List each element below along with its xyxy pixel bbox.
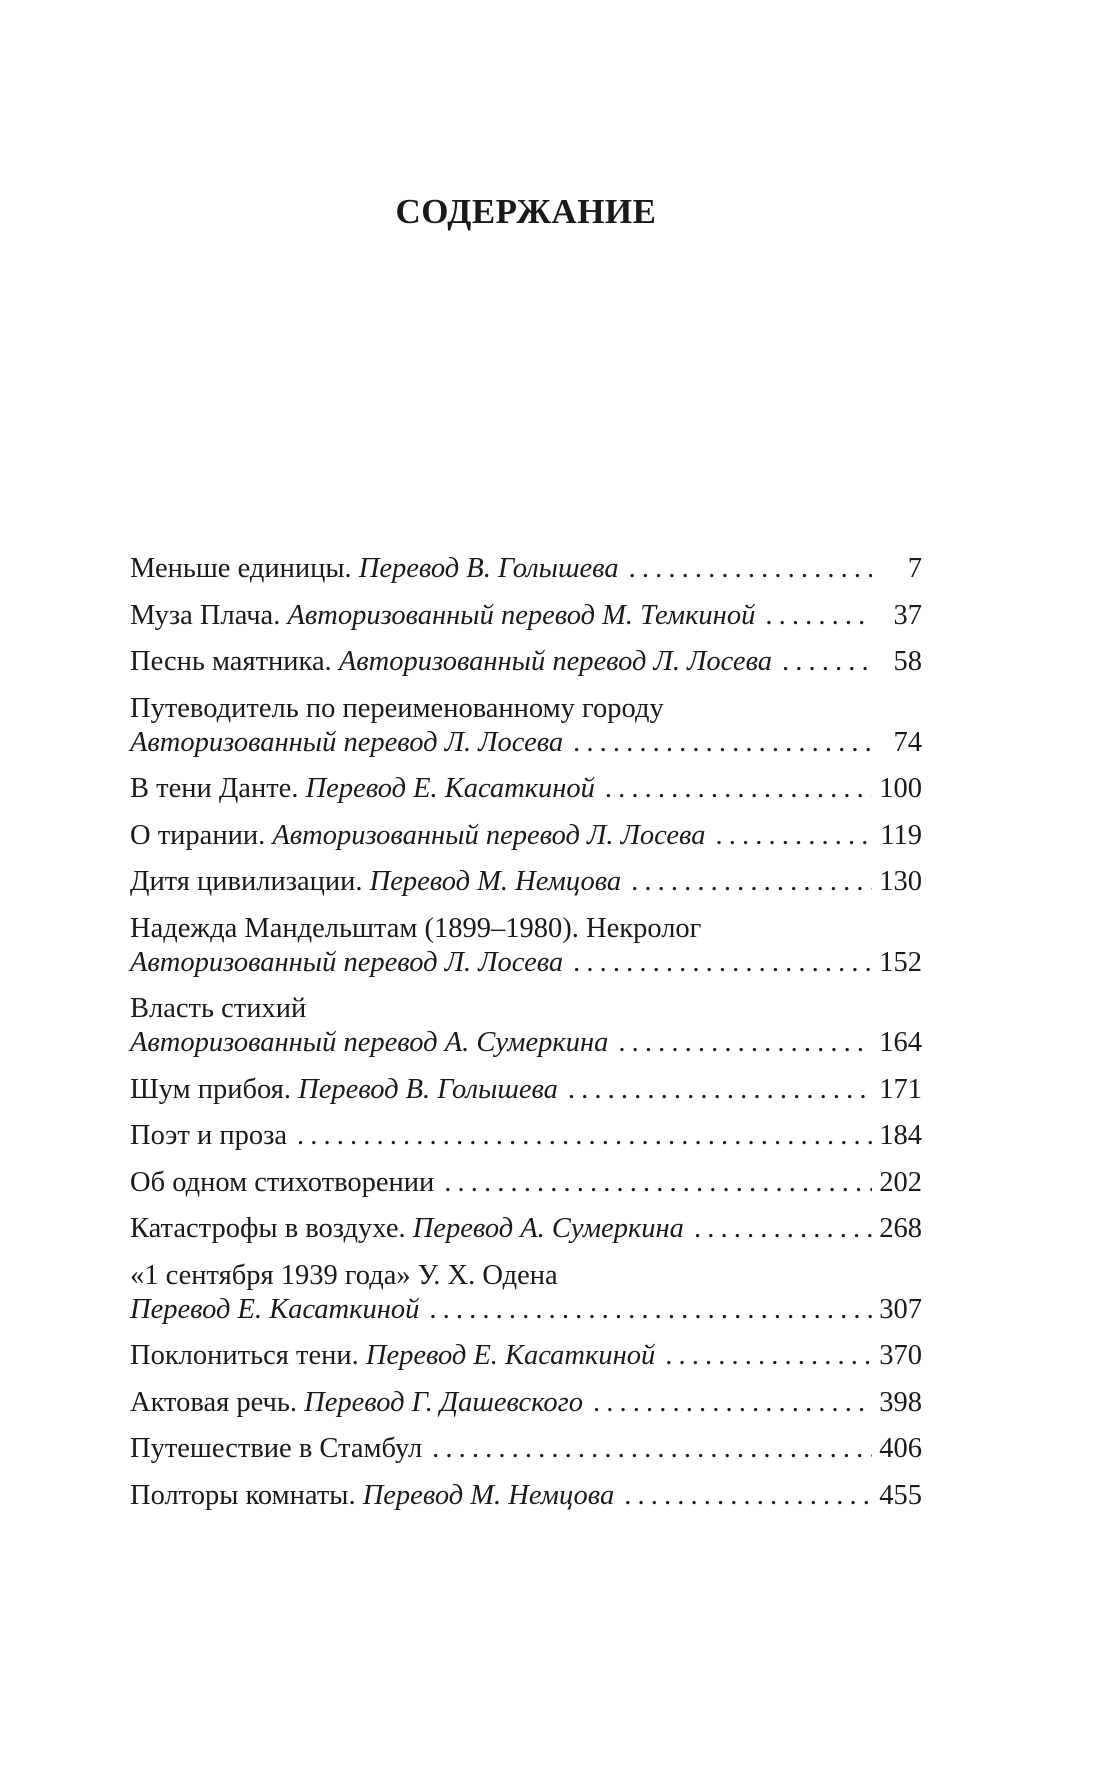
toc-entry [130, 692, 922, 760]
dot-leader [432, 1432, 872, 1466]
toc-entry-translator: Авторизованный перевод Л. Лосева [338, 646, 772, 677]
toc-entry-title: Песнь маятника. [130, 646, 332, 677]
toc-entry [130, 1073, 922, 1107]
dot-leader [694, 1212, 872, 1246]
toc-entry-translator: Перевод М. Немцова [362, 1479, 615, 1511]
toc-entry-page: 119 [880, 819, 922, 851]
toc-entry-page: 406 [879, 1433, 922, 1464]
toc-entry-page: 171 [879, 1073, 922, 1105]
toc-entry-translator: Перевод Е. Касаткиной [130, 1293, 420, 1325]
toc-entry-page: 100 [879, 773, 922, 804]
toc-entry [130, 599, 922, 633]
toc-entry-translator: Авторизованный перевод Л. Лосева [130, 726, 564, 758]
toc-entry [130, 992, 922, 1060]
toc-entry-translator: Перевод В. Голышева [298, 1073, 558, 1105]
toc-entry-translator: Перевод В. Голышева [358, 553, 619, 584]
toc-entry-page: 370 [879, 1340, 922, 1371]
toc-entry-page: 58 [893, 646, 922, 677]
dot-leader [618, 1026, 872, 1060]
dot-leader [782, 645, 872, 679]
dot-leader [631, 865, 872, 899]
toc-entry [130, 1259, 922, 1327]
dot-leader [715, 819, 872, 853]
toc-entry-page: 268 [879, 1213, 922, 1244]
toc-entry-title: О тирании. [130, 819, 266, 851]
toc-entry [130, 1166, 922, 1200]
toc-entry-page: 184 [879, 1120, 922, 1151]
toc-entry-title: Путешествие в Стамбул [130, 1433, 423, 1464]
dot-leader [429, 1293, 872, 1327]
toc-entry-page: 7 [907, 553, 922, 584]
dot-leader [573, 726, 872, 760]
toc-entry-title: Поэт и проза [130, 1120, 288, 1151]
toc-entry [130, 1339, 922, 1373]
toc-entry [130, 912, 922, 980]
toc-entry-page: 130 [879, 866, 922, 897]
dot-leader [297, 1119, 872, 1153]
toc-entry-title: Шум прибоя. [130, 1073, 291, 1105]
dot-leader [573, 946, 872, 980]
toc-entry-translator: Авторизованный перевод М. Темкиной [287, 599, 756, 631]
dot-leader [629, 552, 872, 586]
dot-leader [568, 1073, 872, 1107]
dot-leader [765, 599, 872, 633]
toc-entry-translator: Авторизованный перевод А. Сумеркина [130, 1027, 609, 1058]
table-of-contents [130, 552, 922, 1525]
toc-entry-translator: Перевод М. Немцова [369, 866, 622, 897]
toc-entry-title: Поклониться тени. [130, 1340, 359, 1371]
toc-entry-translator: Перевод Г. Дашевского [304, 1386, 584, 1418]
toc-entry [130, 1386, 922, 1420]
toc-entry-title: Актовая речь. [130, 1386, 297, 1418]
dot-leader [444, 1166, 872, 1200]
toc-entry [130, 1432, 922, 1466]
toc-entry [130, 865, 922, 899]
dot-leader [593, 1386, 872, 1420]
toc-entry [130, 1479, 922, 1513]
toc-entry-translator: Перевод А. Сумеркина [412, 1213, 684, 1244]
toc-entry-page: 202 [879, 1166, 922, 1198]
toc-entry-page: 37 [893, 599, 922, 631]
toc-entry-title: Об одном стихотворении [130, 1166, 435, 1198]
toc-entry [130, 645, 922, 679]
toc-entry-title: Меньше единицы. [130, 553, 352, 584]
toc-entry-translator: Перевод Е. Касаткиной [365, 1340, 656, 1371]
dot-leader [624, 1479, 872, 1513]
toc-entry-title: В тени Данте. [130, 773, 299, 804]
toc-entry [130, 1212, 922, 1246]
toc-entry-translator: Перевод Е. Касаткиной [305, 773, 595, 804]
dot-leader [665, 1339, 872, 1373]
dot-leader [605, 772, 872, 806]
toc-entry-page: 307 [879, 1293, 922, 1325]
toc-entry [130, 1119, 922, 1153]
toc-entry-translator: Авторизованный перевод Л. Лосева [272, 819, 706, 851]
toc-entry-title: Муза Плача. [130, 599, 281, 631]
toc-entry-title: Власть стихий [130, 993, 307, 1024]
toc-entry-title: Полторы комнаты. [130, 1479, 356, 1511]
toc-entry-title: Надежда Мандельштам (1899–1980). Некролог [130, 912, 702, 944]
toc-entry-title: «1 сентября 1939 года» У. Х. Одена [130, 1259, 558, 1291]
toc-entry [130, 772, 922, 806]
toc-entry-title: Путеводитель по переименованному городу [130, 692, 664, 724]
toc-entry-page: 164 [879, 1027, 922, 1058]
toc-entry-title: Дитя цивилизации. [130, 866, 363, 897]
page-title: СОДЕРЖАНИЕ [395, 192, 657, 231]
toc-entry-page: 398 [879, 1386, 922, 1418]
toc-entry-page: 74 [893, 726, 922, 758]
toc-entry [130, 552, 922, 586]
toc-entry-page: 152 [879, 946, 922, 978]
toc-entry-translator: Авторизованный перевод Л. Лосева [130, 946, 564, 978]
toc-entry-page: 455 [879, 1479, 922, 1511]
toc-entry [130, 819, 922, 853]
toc-entry-title: Катастрофы в воздухе. [130, 1213, 406, 1244]
